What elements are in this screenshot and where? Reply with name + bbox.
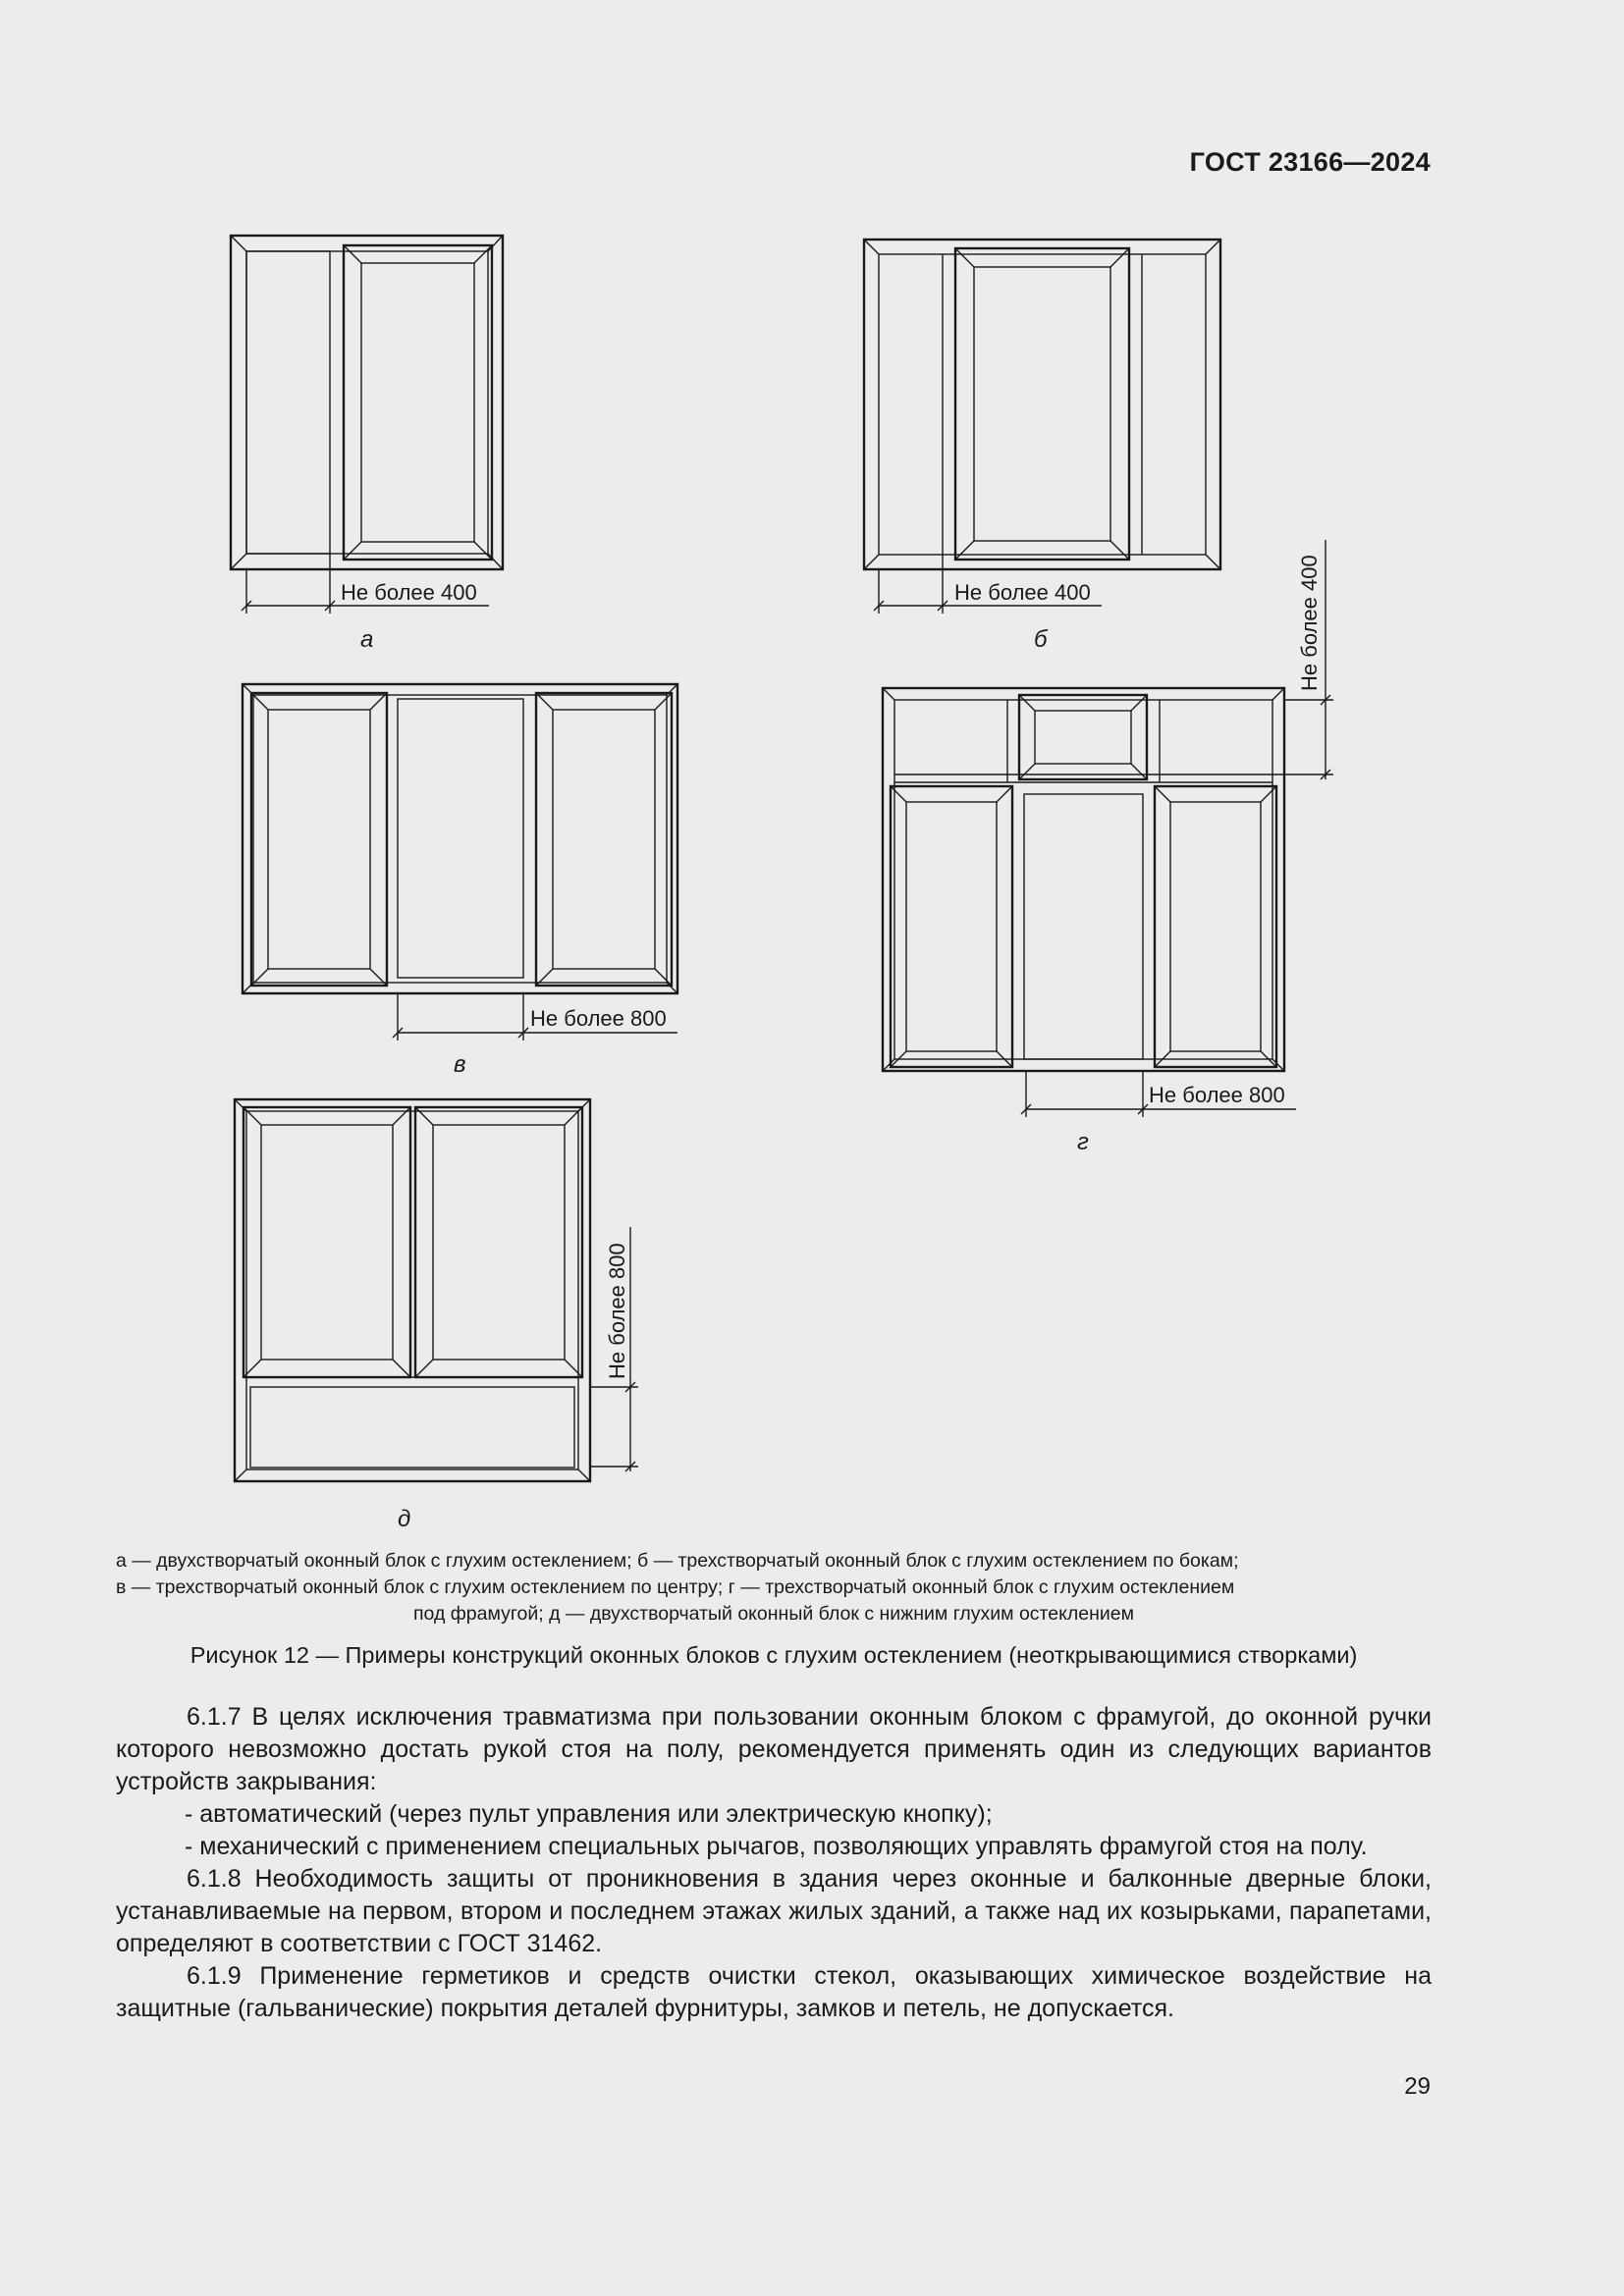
paragraph-6-1-8: 6.1.8 Необходимость защиты от проникновения в здания через оконные и балконные дверные блоки, устанавливаемые на первом, втором и последнем этажах жилых зданий, а также над их козырьками, парапетами, определяют в соответствии с ГОСТ 31462. — [116, 1865, 1432, 1957]
label-g: г — [1077, 1129, 1089, 1155]
window-d — [235, 1099, 638, 1481]
legend-line-2: в — трехстворчатый оконный блок с глухим остеклением по центру; г — трехстворчатый оконный блок с глухим остеклением — [116, 1576, 1235, 1598]
paragraph-6-1-7: 6.1.7 В целях исключения травматизма при пользовании оконным блоком с фрамугой, до оконной ручки которого невозможно достать рукой стоя на полу, рекомендуется применять один из следующих вариантов устройств закрывания: — [116, 1703, 1432, 1795]
window-v — [243, 684, 677, 1041]
label-v: в — [454, 1051, 466, 1078]
label-a: а — [360, 626, 374, 653]
figure-caption: Рисунок 12 — Примеры конструкций оконных блоков с глухим остеклением (неоткрывающимися створками) — [189, 1642, 1358, 1668]
dim-b-max400: Не более 400 — [954, 580, 1091, 605]
document-header: ГОСТ 23166—2024 — [1189, 147, 1431, 177]
dim-v-max800: Не более 800 — [530, 1006, 667, 1031]
list-item-automatic: - автоматический (через пульт управления или электрическую кнопку); — [185, 1800, 993, 1828]
dim-a-max400: Не более 400 — [341, 580, 477, 605]
label-b: б — [1034, 626, 1048, 653]
legend-line-3: под фрамугой; д — двухстворчатый оконный блок с нижним глухим остеклением — [412, 1603, 1135, 1625]
window-g — [883, 540, 1333, 1117]
list-item-mechanical: - механический с применением специальных рычагов, позволяющих управлять фрамугой стоя на полу. — [185, 1833, 1368, 1860]
legend-line-1: а — двухстворчатый оконный блок с глухим остеклением; б — трехстворчатый оконный блок с глухим остеклением по бокам; — [116, 1550, 1239, 1572]
page-number: 29 — [1404, 2073, 1431, 2100]
dim-g-max400: Не более 400 — [1297, 555, 1322, 691]
body-text — [116, 1701, 1432, 2025]
dim-g-max800: Не более 800 — [1149, 1083, 1285, 1107]
window-a — [231, 236, 503, 614]
paragraph-6-1-9: 6.1.9 Применение герметиков и средств очистки стекол, оказывающих химическое воздействие на защитные (гальванические) покрытия деталей фурнитуры, замков и петель, не допускается. — [116, 1962, 1432, 2022]
figure-legend — [116, 1548, 1432, 1628]
dim-d-max800: Не более 800 — [605, 1243, 629, 1379]
window-b — [864, 240, 1220, 614]
label-d: д — [398, 1506, 411, 1532]
